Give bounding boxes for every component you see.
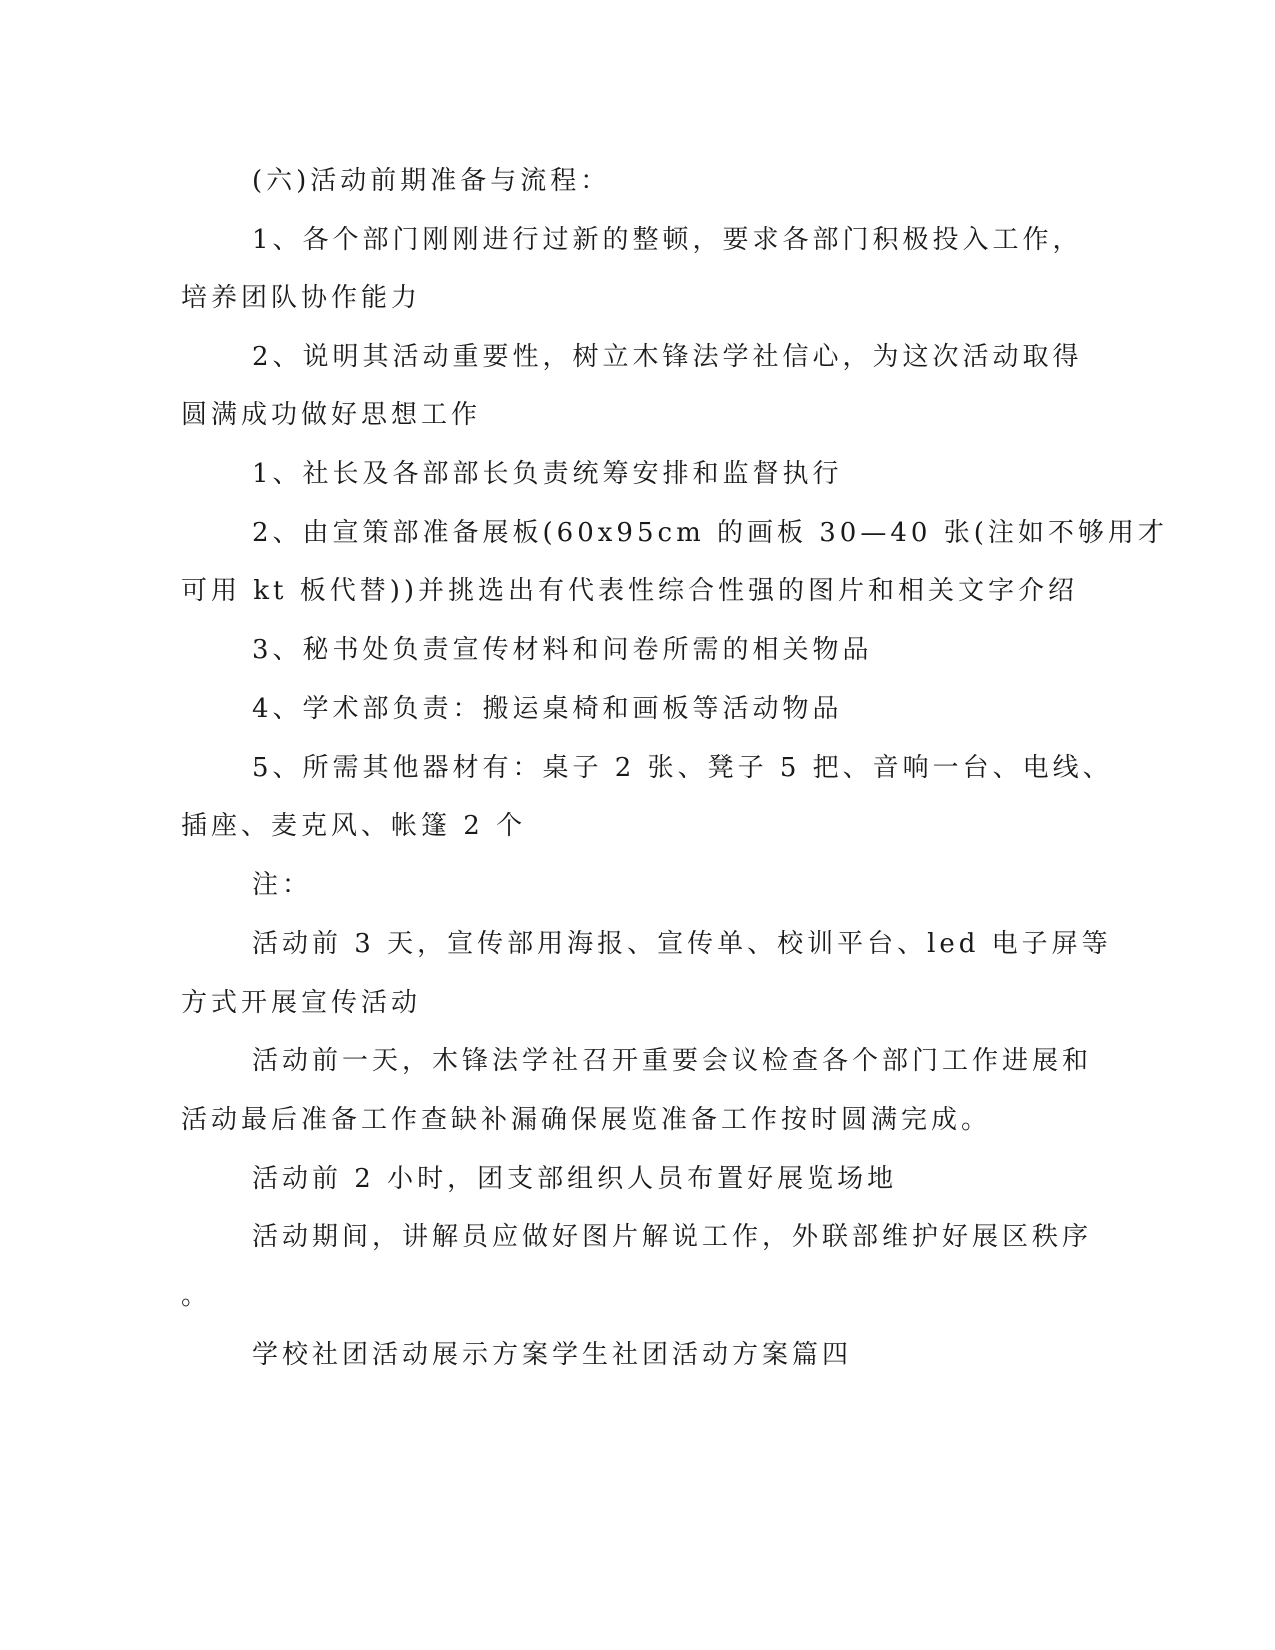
paragraph-line: 5、所需其他器材有：桌子 2 张、凳子 5 把、音响一台、电线、: [252, 753, 1113, 783]
paragraph-line: 方式开展宣传活动: [181, 988, 422, 1018]
paragraph-line: 4、学术部负责：搬运桌椅和画板等活动物品: [252, 694, 843, 724]
paragraph-line: 2、由宣策部准备展板(60x95cm 的画板 30—40 张(注如不够用才: [252, 518, 1168, 548]
paragraph-line: 2、说明其活动重要性，树立木锋法学社信心，为这次活动取得: [252, 342, 1083, 372]
paragraph-line: 插座、麦克风、帐篷 2 个: [181, 811, 527, 841]
paragraph-line: 活动前一天，木锋法学社召开重要会议检查各个部门工作进展和: [252, 1046, 1093, 1076]
paragraph-line: 1、社长及各部部长负责统筹安排和监督执行: [252, 459, 843, 489]
paragraph-line: 1、各个部门刚刚进行过新的整顿，要求各部门积极投入工作，: [252, 225, 1083, 255]
section-title: 学校社团活动展示方案学生社团活动方案篇四: [252, 1340, 853, 1370]
paragraph-line: 活动前 3 天，宣传部用海报、宣传单、校训平台、led 电子屏等: [252, 929, 1112, 959]
paragraph-line: 活动期间，讲解员应做好图片解说工作，外联部维护好展区秩序: [252, 1222, 1093, 1252]
paragraph-line: 活动最后准备工作查缺补漏确保展览准备工作按时圆满完成。: [181, 1105, 992, 1135]
paragraph-line: 培养团队协作能力: [181, 283, 422, 313]
paragraph-line: 圆满成功做好思想工作: [181, 400, 482, 430]
paragraph-line: 3、秘书处负责宣传材料和问卷所需的相关物品: [252, 635, 873, 665]
paragraph-line: 活动前 2 小时，团支部组织人员布置好展览场地: [252, 1164, 898, 1194]
section-heading: (六)活动前期准备与流程：: [252, 166, 611, 196]
note-label: 注：: [252, 870, 313, 900]
paragraph-line: 可用 kt 板代替))并挑选出有代表性综合性强的图片和相关文字介绍: [181, 576, 1079, 606]
paragraph-line: 。: [181, 1281, 212, 1311]
